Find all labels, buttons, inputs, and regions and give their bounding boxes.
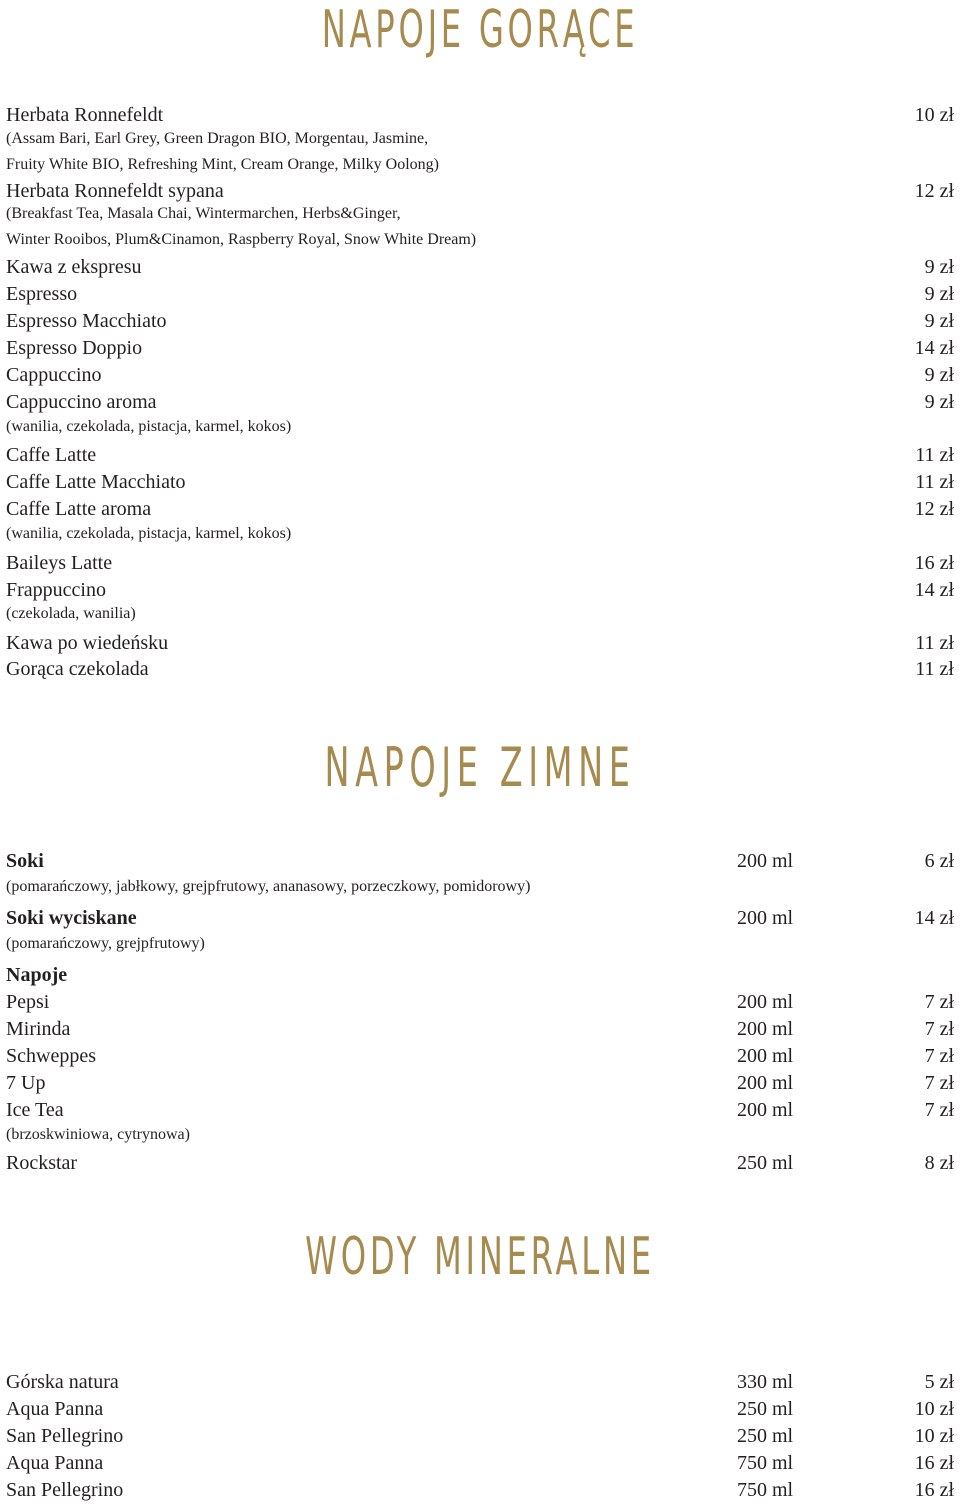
- menu-item: [0, 471, 960, 498]
- item-name: Espresso Macchiato: [6, 310, 167, 332]
- menu-item-description: [0, 130, 960, 157]
- item-description: (wanilia, czekolada, pistacja, karmel, kokos): [6, 418, 292, 435]
- item-name: Kawa z ekspresu: [6, 256, 142, 278]
- item-volume: 330 ml: [737, 1371, 794, 1393]
- item-price: 8 zł: [924, 1152, 954, 1174]
- item-volume: 200 ml: [737, 850, 794, 872]
- item-name: Baileys Latte: [6, 552, 113, 574]
- item-name: Schweppes: [6, 1045, 96, 1067]
- menu-item: [0, 391, 960, 418]
- menu-item: [0, 337, 960, 364]
- item-price: 9 zł: [924, 283, 954, 305]
- item-name: Mirinda: [6, 1018, 71, 1040]
- item-description: (Breakfast Tea, Masala Chai, Wintermarchen, Herbs&Ginger,: [6, 205, 401, 222]
- item-name: Herbata Ronnefeldt sypana: [6, 180, 224, 202]
- menu-item-description: [0, 231, 960, 258]
- item-price: 9 zł: [924, 256, 954, 278]
- item-description: (Assam Bari, Earl Grey, Green Dragon BIO, Morgentau, Jasmine,: [6, 130, 429, 147]
- section-title-hot: NAPOJE GORĄCE: [321, 0, 639, 60]
- item-price: 6 zł: [924, 850, 954, 872]
- item-price: 9 zł: [924, 310, 954, 332]
- item-name: Frappuccino: [6, 579, 106, 601]
- menu-item: [0, 552, 960, 579]
- item-name: Rockstar: [6, 1152, 78, 1174]
- item-price: 7 zł: [924, 1072, 954, 1094]
- item-price: 16 zł: [914, 1452, 954, 1474]
- menu-item: [0, 444, 960, 471]
- item-volume: 200 ml: [737, 1099, 794, 1121]
- item-price: 10 zł: [914, 1425, 954, 1447]
- menu-item-description: [0, 525, 960, 552]
- item-name: San Pellegrino: [6, 1479, 124, 1501]
- item-name: Caffe Latte: [6, 444, 97, 466]
- menu-item-description: [0, 1126, 960, 1153]
- menu-item: [0, 104, 960, 131]
- item-price: 14 zł: [914, 579, 954, 601]
- item-volume: 250 ml: [737, 1398, 794, 1420]
- menu-item: [0, 364, 960, 391]
- item-price: 14 zł: [914, 907, 954, 929]
- menu-item: [0, 907, 960, 934]
- item-volume: 750 ml: [737, 1479, 794, 1501]
- item-name: Soki: [6, 850, 44, 872]
- item-description: (czekolada, wanilia): [6, 605, 136, 622]
- item-volume: 200 ml: [737, 1018, 794, 1040]
- menu-item-description: [0, 935, 960, 962]
- item-price: 16 zł: [914, 552, 954, 574]
- item-name: Pepsi: [6, 991, 50, 1013]
- item-price: 14 zł: [914, 337, 954, 359]
- item-price: 11 zł: [915, 444, 954, 466]
- item-price: 7 zł: [924, 1099, 954, 1121]
- item-description: (pomarańczowy, grejpfrutowy): [6, 935, 205, 952]
- item-name: Kawa po wiedeńsku: [6, 632, 169, 654]
- item-price: 10 zł: [914, 104, 954, 126]
- item-volume: 750 ml: [737, 1452, 794, 1474]
- item-price: 11 zł: [915, 658, 954, 680]
- item-price: 9 zł: [924, 364, 954, 386]
- item-price: 11 zł: [915, 471, 954, 493]
- item-price: 7 zł: [924, 991, 954, 1013]
- section-title-cold: NAPOJE ZIMNE: [324, 736, 636, 799]
- item-price: 12 zł: [914, 498, 954, 520]
- item-name: Cappuccino: [6, 364, 102, 386]
- item-volume: 250 ml: [737, 1152, 794, 1174]
- item-volume: 200 ml: [737, 1072, 794, 1094]
- item-price: 11 zł: [915, 632, 954, 654]
- menu-item: [0, 1018, 960, 1045]
- item-name: Herbata Ronnefeldt: [6, 104, 164, 126]
- menu-item: [0, 658, 960, 685]
- item-name: Espresso: [6, 283, 78, 305]
- menu-item: [0, 1452, 960, 1479]
- item-price: 12 zł: [914, 180, 954, 202]
- menu-item: [0, 180, 960, 207]
- menu-item: [0, 1099, 960, 1126]
- item-volume: 200 ml: [737, 1045, 794, 1067]
- menu-item-description: [0, 156, 960, 183]
- menu-item: [0, 498, 960, 525]
- item-volume: 250 ml: [737, 1425, 794, 1447]
- menu-item-description: [0, 605, 960, 632]
- item-price: 10 zł: [914, 1398, 954, 1420]
- menu-item: [0, 850, 960, 877]
- item-description: (pomarańczowy, jabłkowy, grejpfrutowy, ananasowy, porzeczkowy, pomidorowy): [6, 878, 531, 895]
- menu-item: [0, 1398, 960, 1425]
- item-description: (brzoskwiniowa, cytrynowa): [6, 1126, 190, 1143]
- item-description: Fruity White BIO, Refreshing Mint, Cream Orange, Milky Oolong): [6, 156, 439, 173]
- item-name: 7 Up: [6, 1072, 46, 1094]
- item-price: 7 zł: [924, 1045, 954, 1067]
- item-name: Cappuccino aroma: [6, 391, 157, 413]
- menu-item: [0, 1425, 960, 1452]
- menu-item-description: [0, 205, 960, 232]
- section-title-water: WODY MINERALNE: [305, 1227, 655, 1287]
- item-name: San Pellegrino: [6, 1425, 124, 1447]
- item-name: Ice Tea: [6, 1099, 64, 1121]
- menu-item: [0, 1371, 960, 1398]
- menu-item: [0, 1072, 960, 1099]
- item-price: 9 zł: [924, 391, 954, 413]
- menu-item: [0, 1479, 960, 1506]
- menu-item: [0, 632, 960, 659]
- item-name: Aqua Panna: [6, 1398, 104, 1420]
- item-description: Winter Rooibos, Plum&Cinamon, Raspberry Royal, Snow White Dream): [6, 231, 477, 248]
- item-price: 7 zł: [924, 1018, 954, 1040]
- item-name: Caffe Latte Macchiato: [6, 471, 186, 493]
- menu-item-description: [0, 878, 960, 905]
- menu-item: [0, 1045, 960, 1072]
- item-name: Aqua Panna: [6, 1452, 104, 1474]
- item-volume: 200 ml: [737, 907, 794, 929]
- menu-item: [0, 1152, 960, 1179]
- menu-item: [0, 579, 960, 606]
- item-description: (wanilia, czekolada, pistacja, karmel, kokos): [6, 525, 292, 542]
- item-name: Górska natura: [6, 1371, 119, 1393]
- item-name: Caffe Latte aroma: [6, 498, 152, 520]
- menu-item: [0, 256, 960, 283]
- item-price: 16 zł: [914, 1479, 954, 1501]
- menu-item: [0, 310, 960, 337]
- menu-item: [0, 283, 960, 310]
- item-volume: 200 ml: [737, 991, 794, 1013]
- item-name: Napoje: [6, 964, 68, 986]
- item-name: Soki wyciskane: [6, 907, 137, 929]
- item-name: Gorąca czekolada: [6, 658, 149, 680]
- menu-item: [0, 991, 960, 1018]
- item-price: 5 zł: [924, 1371, 954, 1393]
- menu-item-description: [0, 418, 960, 445]
- menu-item: [0, 964, 960, 991]
- item-name: Espresso Doppio: [6, 337, 143, 359]
